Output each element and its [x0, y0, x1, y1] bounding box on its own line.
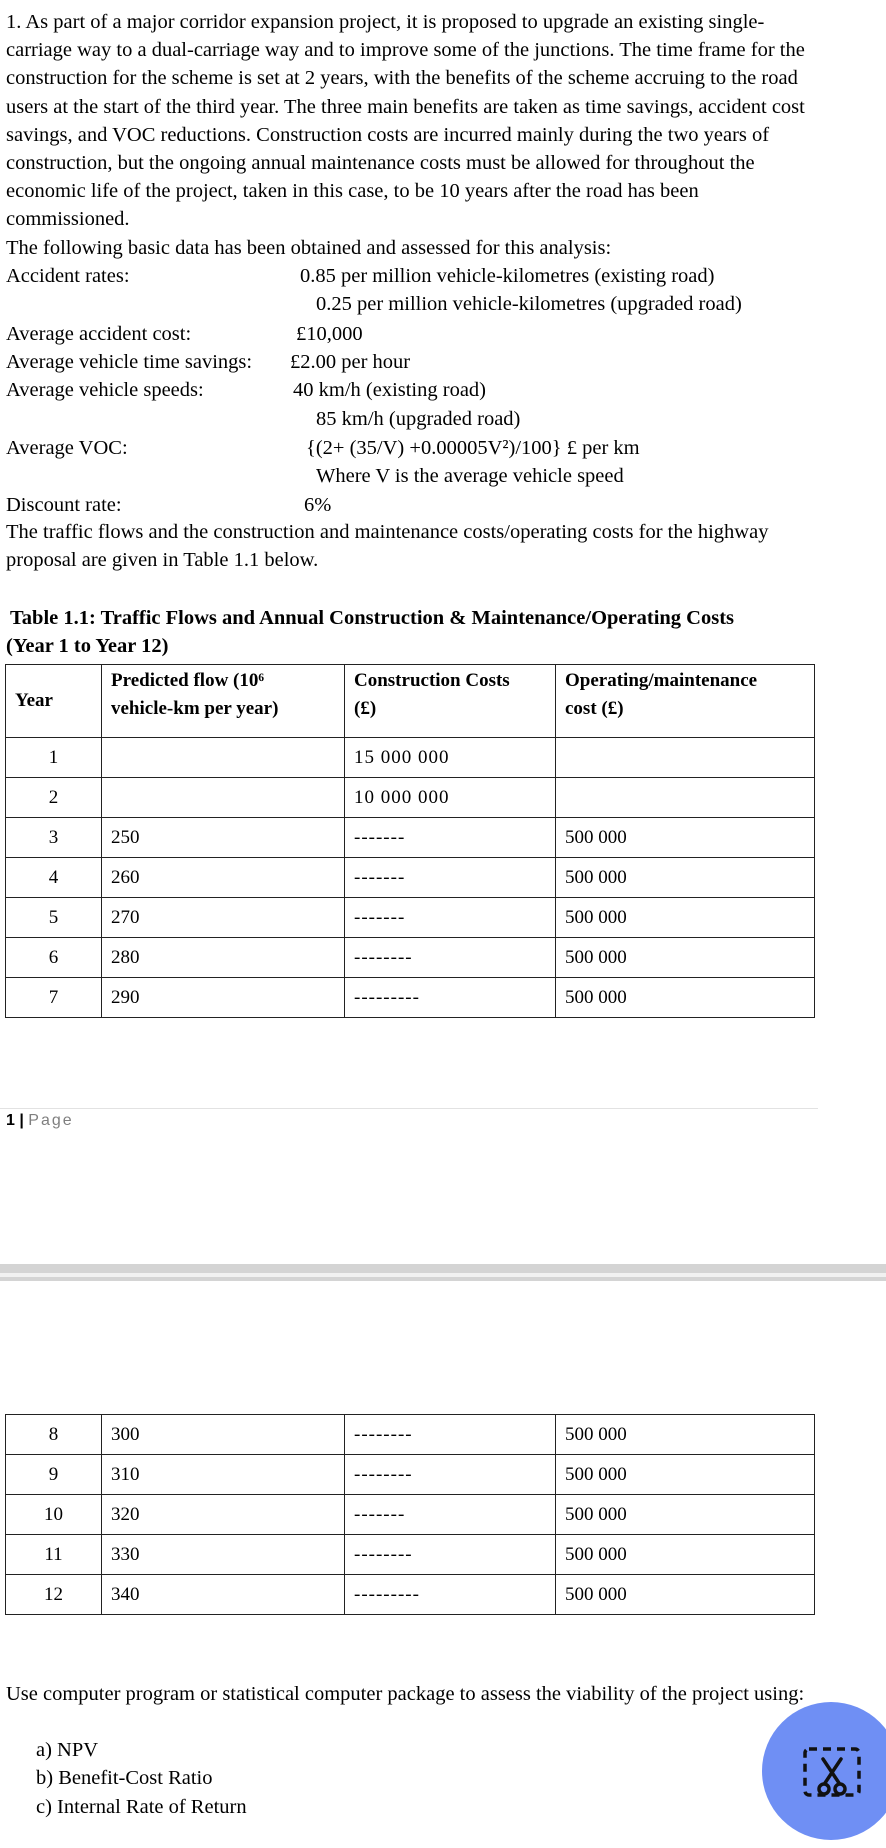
accident-cost-label: Average accident cost: [6, 323, 192, 345]
cell-year: 4 [6, 858, 102, 898]
cell-construction: ------- [345, 898, 556, 938]
cell-construction: -------- [345, 1535, 556, 1575]
footer-rule [0, 1108, 818, 1109]
data-intro: The following basic data has been obtained and assessed for this analysis: [6, 237, 612, 259]
cell-year: 12 [6, 1575, 102, 1615]
cell-flow: 310 [102, 1455, 345, 1495]
cell-flow: 300 [102, 1415, 345, 1455]
table-header-row [6, 665, 815, 738]
cell-year: 10 [6, 1495, 102, 1535]
cell-flow: 280 [102, 938, 345, 978]
cell-flow: 330 [102, 1535, 345, 1575]
cell-operating: 500 000 [556, 1455, 815, 1495]
accident-rate-existing: 0.85 per million vehicle-kilometres (existing road) [300, 265, 715, 287]
intro-paragraph: 1. As part of a major corridor expansion project, it is proposed to upgrade an existing single-carriage way to a dual-carriage way and to improve some of the junctions. The time frame for the construction for the scheme is set at 2 years, with the benefits of the scheme accruing to the road users at the start of the third year. The three main benefits are taken as time savings, accident cost savings, and VOC reductions. Construction costs are incurred mainly during the two years of construction, but the ongoing annual maintenance costs must be allowed for throughout the economic life of the project, taken in this case, to be 10 years after the road has been commissioned. [6, 11, 805, 231]
header-year: Year [6, 665, 102, 738]
cell-operating: 500 000 [556, 818, 815, 858]
speed-existing: 40 km/h (existing road) [293, 379, 487, 401]
voc-label: Average VOC: [6, 437, 128, 459]
table-row [6, 858, 815, 898]
cell-operating [556, 738, 815, 778]
cell-operating: 500 000 [556, 1575, 815, 1615]
cell-construction: -------- [345, 1455, 556, 1495]
voc-formula: {(2+ (35/V) +0.00005V²)/100} £ per km [306, 437, 640, 459]
traffic-costs-table [5, 664, 815, 1018]
screenshot-scissors-icon [801, 1743, 863, 1805]
table-reference: The traffic flows and the construction and maintenance costs/operating costs for the highway proposal are given in Table 1.1 below. [6, 521, 769, 571]
cell-flow [102, 778, 345, 818]
cell-year: 3 [6, 818, 102, 858]
cell-flow [102, 738, 345, 778]
cell-operating: 500 000 [556, 1415, 815, 1455]
cell-year: 8 [6, 1415, 102, 1455]
cell-year: 9 [6, 1455, 102, 1495]
task-b: b) Benefit-Cost Ratio [36, 1767, 213, 1789]
table-row [6, 1495, 815, 1535]
cell-construction: 15 000 000 [345, 738, 556, 778]
cell-construction: --------- [345, 978, 556, 1018]
table-row [6, 1455, 815, 1495]
speed-upgraded: 85 km/h (upgraded road) [316, 408, 521, 430]
accident-rate-upgraded: 0.25 per million vehicle-kilometres (upgraded road) [316, 293, 742, 315]
cell-year: 11 [6, 1535, 102, 1575]
cell-flow: 250 [102, 818, 345, 858]
cell-operating [556, 778, 815, 818]
cell-year: 5 [6, 898, 102, 938]
cell-operating: 500 000 [556, 858, 815, 898]
page-separator: | [14, 1112, 29, 1129]
page-break [0, 1264, 886, 1286]
cell-construction: ------- [345, 858, 556, 898]
cell-operating: 500 000 [556, 978, 815, 1018]
task-intro: Use computer program or statistical computer package to assess the viability of the project using: [6, 1683, 805, 1705]
cell-flow: 340 [102, 1575, 345, 1615]
table-row [6, 818, 815, 858]
cell-year: 7 [6, 978, 102, 1018]
table-row [6, 778, 815, 818]
cell-operating: 500 000 [556, 1495, 815, 1535]
cell-year: 6 [6, 938, 102, 978]
cell-construction: 10 000 000 [345, 778, 556, 818]
cell-construction: -------- [345, 1415, 556, 1455]
accident-cost-value: £10,000 [296, 323, 363, 345]
cell-construction: -------- [345, 938, 556, 978]
cell-flow: 260 [102, 858, 345, 898]
traffic-costs-table-continued [5, 1414, 815, 1615]
cell-operating: 500 000 [556, 938, 815, 978]
discount-value: 6% [304, 494, 332, 516]
task-c: c) Internal Rate of Return [36, 1796, 247, 1818]
cell-operating: 500 000 [556, 898, 815, 938]
table-row [6, 938, 815, 978]
table-row [6, 1535, 815, 1575]
speeds-label: Average vehicle speeds: [6, 379, 204, 401]
table-row [6, 1415, 815, 1455]
accident-rates-label: Accident rates: [6, 265, 130, 287]
cell-year: 2 [6, 778, 102, 818]
time-savings-value: £2.00 per hour [290, 351, 411, 373]
table-row [6, 898, 815, 938]
header-predicted-flow: Predicted flow (10⁶ vehicle-km per year) [102, 665, 345, 738]
cell-flow: 320 [102, 1495, 345, 1535]
page-label: Page [28, 1112, 74, 1129]
cell-construction: ------- [345, 818, 556, 858]
cell-year: 1 [6, 738, 102, 778]
cell-flow: 290 [102, 978, 345, 1018]
table-row [6, 738, 815, 778]
discount-label: Discount rate: [6, 494, 122, 516]
header-operating-cost: Operating/maintenance cost (£) [556, 665, 815, 738]
cell-flow: 270 [102, 898, 345, 938]
cell-operating: 500 000 [556, 1535, 815, 1575]
page-number: 1 [6, 1112, 15, 1129]
table-title: Table 1.1: Traffic Flows and Annual Construction & Maintenance/Operating Costs [10, 607, 734, 629]
table-row [6, 1575, 815, 1615]
cell-construction: ------- [345, 1495, 556, 1535]
table-row [6, 978, 815, 1018]
table-subtitle: (Year 1 to Year 12) [6, 635, 169, 657]
cell-construction: --------- [345, 1575, 556, 1615]
voc-note: Where V is the average vehicle speed [316, 465, 624, 487]
task-a: a) NPV [36, 1739, 99, 1761]
page-footer [6, 1112, 74, 1130]
header-construction-costs: Construction Costs (£) [345, 665, 556, 738]
time-savings-label: Average vehicle time savings: [6, 351, 253, 373]
